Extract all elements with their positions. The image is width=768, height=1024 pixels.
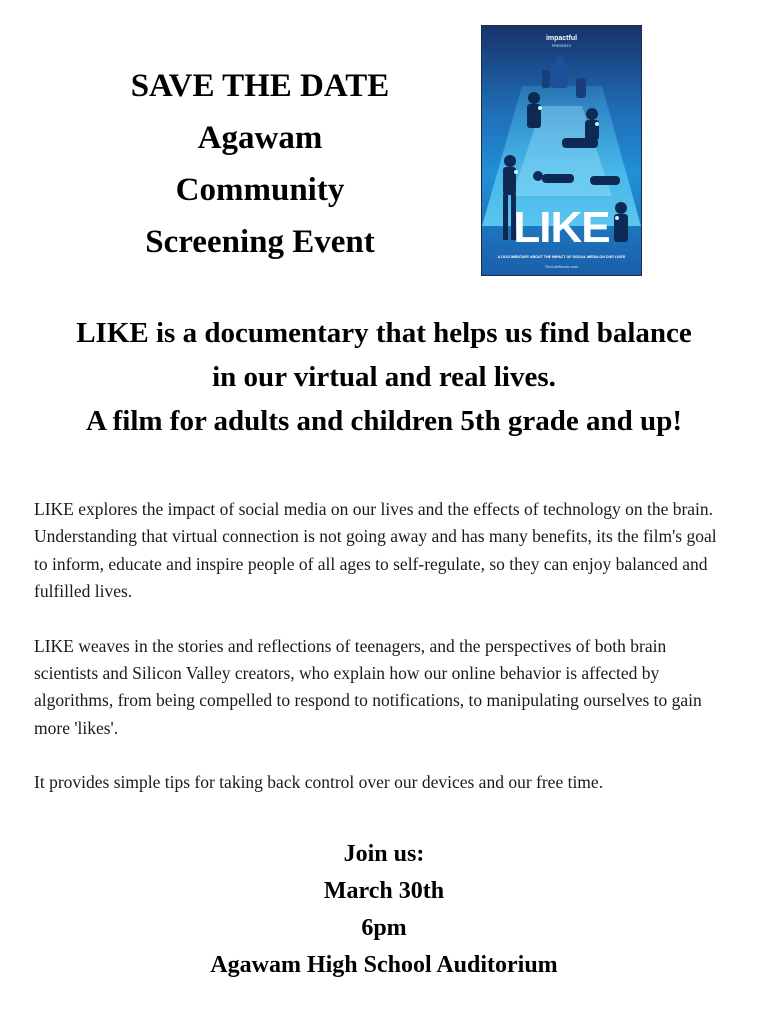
tagline-line-2: in our virtual and real lives. <box>212 361 556 393</box>
svg-text:LIKE: LIKE <box>513 203 610 252</box>
svg-text:A DOCUMENTARY ABOUT THE IMPACT: A DOCUMENTARY ABOUT THE IMPACT OF SOCIAL MEDIA ON OUR LIVES <box>497 255 626 259</box>
save-the-date-line: SAVE THE DATE <box>130 68 390 104</box>
event-time: 6pm <box>361 915 407 941</box>
description <box>34 496 734 824</box>
community-line: Community <box>175 172 345 208</box>
description-paragraph-3: It provides simple tips for taking back control over our devices and our free time. <box>34 772 604 793</box>
event-heading <box>110 60 410 268</box>
event-date: March 30th <box>323 878 445 904</box>
svg-text:TheLikeMovie.com: TheLikeMovie.com <box>544 264 579 269</box>
screening-event-line: Screening Event <box>145 224 375 260</box>
event-details <box>134 836 634 984</box>
description-paragraph-1: LIKE explores the impact of social media on our lives and the effects of technology on the brain. Understanding that virtual connection is not going away and has many benefits, its the film's goal to inform, educate and inspire people of all ages to self-regulate, so they can enjoy balanced and fulfilled lives. <box>34 499 717 602</box>
tagline <box>20 311 748 443</box>
event-location: Agawam High School Auditorium <box>210 952 558 978</box>
tagline-line-3: A film for adults and children 5th grade and up! <box>86 405 682 437</box>
tagline-line-1: LIKE is a documentary that helps us find balance <box>76 317 692 349</box>
town-line: Agawam <box>197 120 323 156</box>
movie-poster <box>481 25 642 276</box>
description-paragraph-2: LIKE weaves in the stories and reflections of teenagers, and the perspectives of both brain scientists and Silicon Valley creators, who explain how our online behavior is affected by algorithms, from being compelled to respond to notifications, to manipulating ourselves to gain more 'likes'. <box>34 635 702 738</box>
join-us-label: Join us: <box>343 841 425 867</box>
svg-text:impactful: impactful <box>545 35 578 42</box>
svg-text:PRESENTS: PRESENTS <box>552 44 571 48</box>
